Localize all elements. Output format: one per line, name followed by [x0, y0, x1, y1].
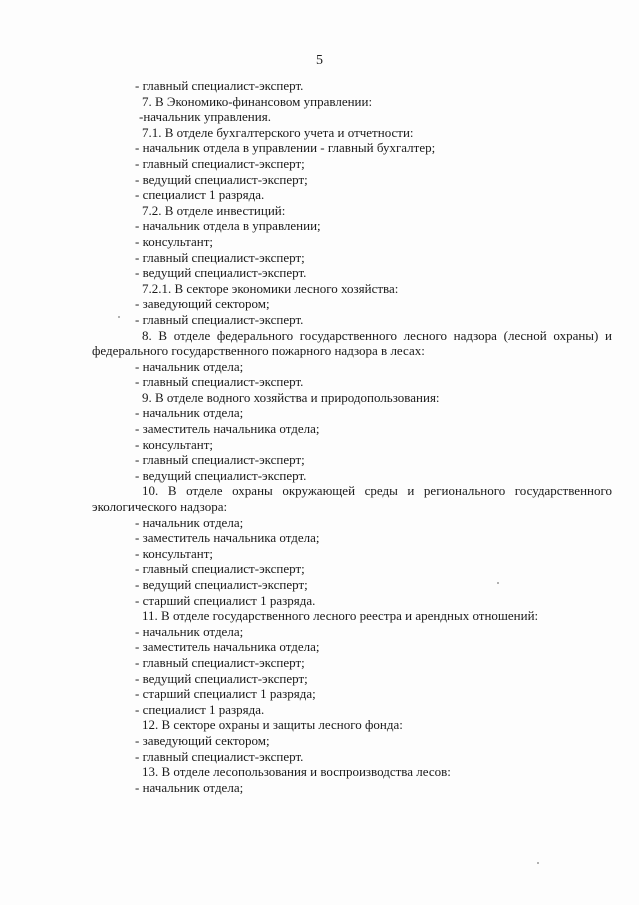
section-heading: 11. В отделе государственного лесного реестра и арендных отношений: [142, 608, 539, 624]
list-item: - заместитель начальника отдела; [135, 639, 320, 655]
list-item: - ведущий специалист-эксперт; [135, 577, 308, 592]
list-item: - начальник отдела; [135, 358, 244, 374]
scan-speck [497, 582, 499, 584]
section-heading: 9. В отделе водного хозяйства и природопользования: [142, 389, 440, 405]
list-item: - специалист 1 разряда. [135, 701, 265, 717]
scan-speck [118, 316, 120, 318]
list-item: - заместитель начальника отдела; [135, 421, 320, 437]
section-heading: 8. В отделе федерального государственного лесного надзора (лесной охраны) и [142, 327, 612, 343]
list-item: - главный специалист-эксперт. [135, 311, 304, 327]
list-item: - заведующий сектором; [135, 296, 270, 312]
list-item: - главный специалист-эксперт; [135, 654, 305, 670]
list-item: - главный специалист-эксперт; [135, 155, 305, 171]
list-item: - ведущий специалист-эксперт. [135, 265, 307, 281]
list-item: - заведующий сектором; [135, 732, 270, 748]
list-item: - главный специалист-эксперт; [135, 452, 305, 468]
list-item: - начальник отдела в управлении - главный бухгалтер; [135, 140, 436, 156]
scan-speck [537, 862, 539, 864]
list-item: - заместитель начальника отдела; [135, 530, 320, 546]
list-item: - начальник отдела; [135, 514, 244, 530]
list-item: - консультант; [135, 436, 213, 452]
list-item: - главный специалист-эксперт; [135, 561, 305, 577]
paragraph-continuation: федерального государственного пожарного надзора в лесах: [92, 343, 425, 359]
list-item: - ведущий специалист-эксперт. [135, 467, 307, 483]
list-item: - специалист 1 разряда. [135, 187, 265, 203]
list-item: - старший специалист 1 разряда; [135, 686, 316, 702]
section-heading: 13. В отделе лесопользования и воспроизводства лесов: [142, 764, 451, 780]
list-item: - консультант; [135, 545, 213, 561]
list-item: -начальник управления. [139, 109, 271, 125]
list-item: - консультант; [135, 233, 213, 249]
document-body [92, 78, 612, 795]
list-item: - начальник отдела; [135, 405, 244, 421]
section-heading: 12. В секторе охраны и защиты лесного фонда: [142, 717, 403, 733]
list-item: - старший специалист 1 разряда. [135, 592, 316, 608]
section-heading: 10. В отделе охраны окружающей среды и регионального государственного [142, 483, 612, 499]
list-item: - главный специалист-эксперт. [135, 374, 304, 390]
list-item: - начальник отдела; [135, 623, 244, 639]
list-item: - главный специалист-эксперт. [135, 78, 304, 93]
list-item: - главный специалист-эксперт. [135, 748, 304, 764]
section-heading: 7.1. В отделе бухгалтерского учета и отчетности: [142, 124, 414, 140]
section-heading: 7.2.1. В секторе экономики лесного хозяйства: [142, 280, 399, 296]
list-item: - начальник отдела в управлении; [135, 218, 321, 234]
list-item: - ведущий специалист-эксперт; [135, 171, 308, 187]
section-heading: 7. В Экономико-финансовом управлении: [142, 93, 373, 109]
list-item: - главный специалист-эксперт; [135, 249, 305, 265]
paragraph-continuation: экологического надзора: [92, 499, 228, 515]
section-heading: 7.2. В отделе инвестиций: [142, 202, 286, 218]
page-number: 5 [316, 53, 323, 68]
list-item: - ведущий специалист-эксперт; [135, 670, 308, 686]
list-item: - начальник отдела; [135, 779, 244, 795]
